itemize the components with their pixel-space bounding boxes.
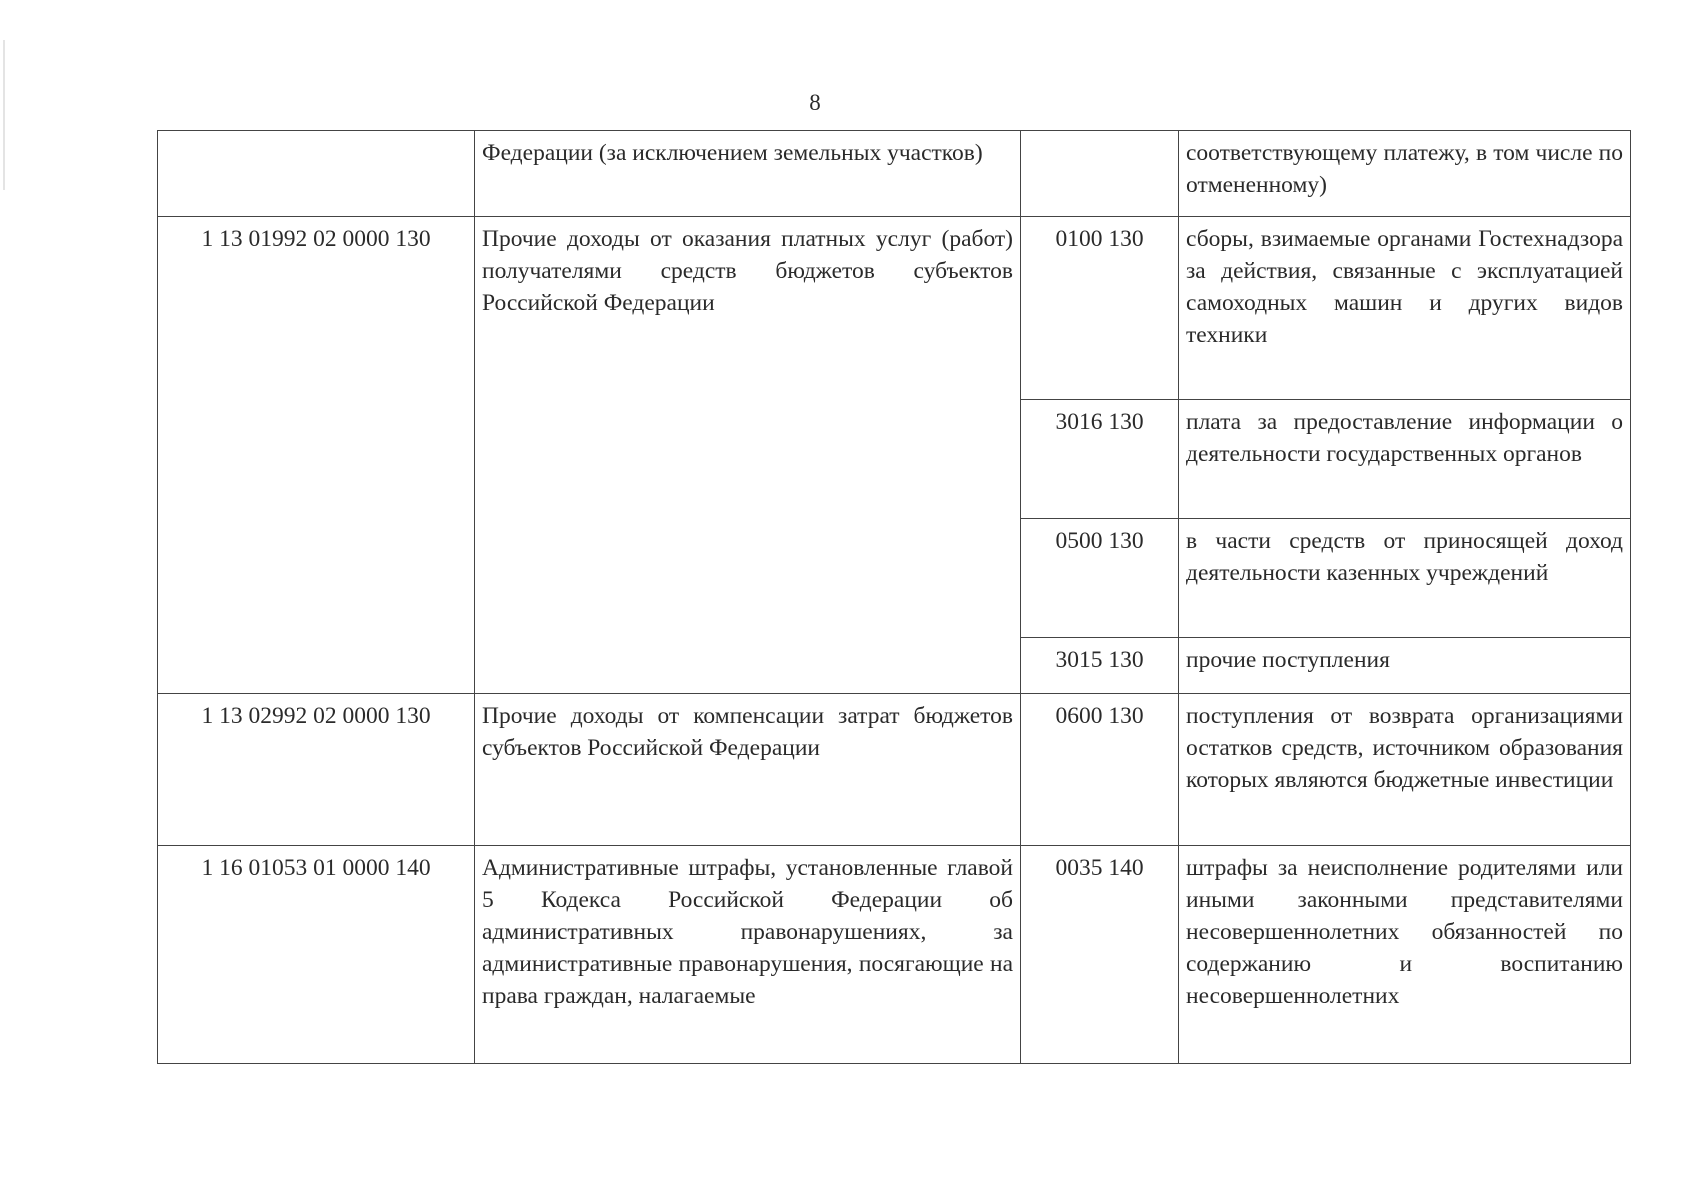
- revenue-name-cell: Прочие доходы от оказания платных услуг (работ) получателями средств бюджетов субъектов Российской Федерации: [475, 217, 1021, 694]
- revenue-code-cell: 1 16 01053 01 0000 140: [158, 846, 475, 1064]
- revenue-code-cell: [158, 131, 475, 217]
- table-row: [158, 217, 1631, 400]
- subtype-description-cell: поступления от возврата организациями остатков средств, источником образования которых являются бюджетные инвестиции: [1179, 694, 1631, 846]
- subtype-description-cell: плата за предоставление информации о деятельности государственных органов: [1179, 400, 1631, 519]
- subtype-code-cell: [1021, 131, 1179, 217]
- revenue-code-cell: 1 13 01992 02 0000 130: [158, 217, 475, 694]
- subtype-code-cell: 0035 140: [1021, 846, 1179, 1064]
- subtype-description-cell: штрафы за неисполнение родителями или иными законными представителями несовершеннолетних обязанностей по содержанию и воспитанию несовершеннолетних: [1179, 846, 1631, 1064]
- subtype-description-cell: в части средств от приносящей доход деятельности казенных учреждений: [1179, 519, 1631, 638]
- subtype-description-cell: соответствующему платежу, в том числе по отмененному): [1179, 131, 1631, 217]
- budget-revenue-table: [157, 130, 1631, 1064]
- subtype-code-cell: 0600 130: [1021, 694, 1179, 846]
- table-row: [158, 131, 1631, 217]
- subtype-code-cell: 0500 130: [1021, 519, 1179, 638]
- page-number: 8: [809, 90, 821, 115]
- subtype-code-cell: 3016 130: [1021, 400, 1179, 519]
- table-row: [158, 846, 1631, 1064]
- revenue-name-cell: Федерации (за исключением земельных участков): [475, 131, 1021, 217]
- table-row: [158, 694, 1631, 846]
- subtype-code-cell: 0100 130: [1021, 217, 1179, 400]
- subtype-description-cell: сборы, взимаемые органами Гостехнадзора за действия, связанные с эксплуатацией самоходных машин и других видов техники: [1179, 217, 1631, 400]
- revenue-name-cell: Прочие доходы от компенсации затрат бюджетов субъектов Российской Федерации: [475, 694, 1021, 846]
- revenue-code-cell: 1 13 02992 02 0000 130: [158, 694, 475, 846]
- revenue-name-cell: Административные штрафы, установленные главой 5 Кодекса Российской Федерации об административных правонарушениях, за административные правонарушения, посягающие на права граждан, налагаемые: [475, 846, 1021, 1064]
- subtype-code-cell: 3015 130: [1021, 638, 1179, 694]
- subtype-description-cell: прочие поступления: [1179, 638, 1631, 694]
